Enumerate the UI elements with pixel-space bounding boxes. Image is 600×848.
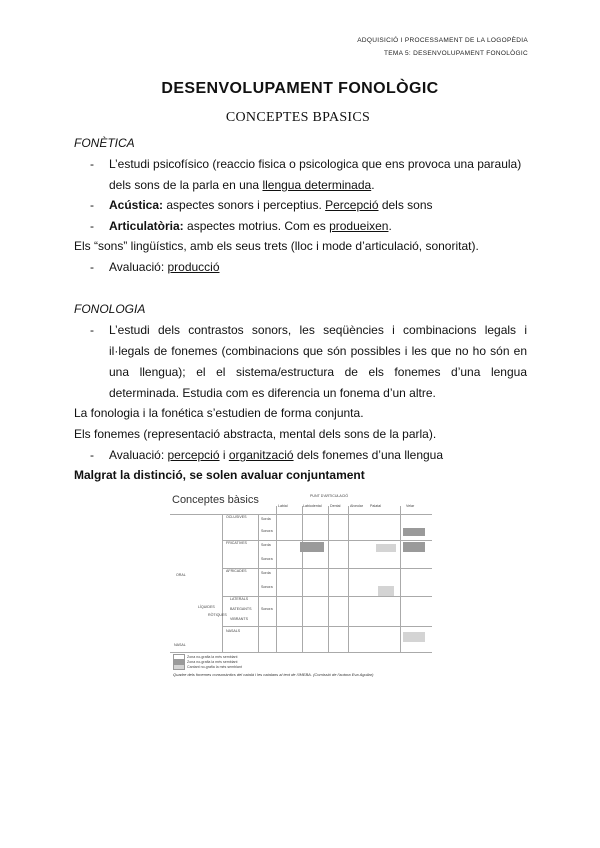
shaded-cell bbox=[378, 586, 394, 596]
row-fricatives: FRICATIVES bbox=[226, 541, 247, 545]
fonologia-item1-line3: una llengua); el el sistema/estructura de els fonemes d’una lengua bbox=[109, 365, 527, 379]
text: dels sons bbox=[378, 198, 433, 212]
grid-line bbox=[328, 506, 329, 652]
col-dental: Dental bbox=[330, 504, 341, 508]
page-subtitle: CONCEPTES BPASICS bbox=[225, 110, 371, 125]
underlined-text: produeixen bbox=[329, 219, 389, 233]
fonetica-item-acustica bbox=[109, 198, 433, 212]
underlined-text: producció bbox=[167, 260, 220, 274]
grid-line bbox=[222, 514, 223, 652]
fonetica-avaluacio bbox=[109, 260, 220, 274]
text: Avaluació: bbox=[109, 448, 168, 462]
col-alveolar: Alveolar bbox=[350, 504, 363, 508]
bullet-dash: - bbox=[90, 448, 94, 462]
fonetica-item1-line1: L’estudi psicofísico (reaccio fisica o psicologica que ens provoca una paraula) bbox=[109, 157, 522, 171]
col-labiodental: Labiodental bbox=[303, 504, 322, 508]
figure-title: Conceptes bàsics bbox=[172, 494, 259, 506]
running-header-course: ADQUISICIÓ I PROCESSAMENT DE LA LOGOPÈDIA bbox=[357, 37, 528, 44]
shaded-cell bbox=[300, 542, 324, 552]
text: i bbox=[219, 448, 229, 462]
voicing-label: Sonora bbox=[261, 585, 273, 589]
col-palatal: Palatal bbox=[370, 504, 381, 508]
header-punt-articulacio: PUNT D’ARTICULACIÓ bbox=[310, 494, 349, 498]
grid-line bbox=[302, 506, 303, 652]
text: Cantant no-grafia la més semblant bbox=[187, 664, 242, 669]
shaded-cell bbox=[403, 528, 425, 536]
bullet-dash: - bbox=[90, 323, 94, 337]
shaded-cell bbox=[403, 632, 425, 642]
underlined-text: Percepció bbox=[325, 198, 379, 212]
fonologia-conjunta-line: La fonologia i la fonética s’estudien de forma conjunta. bbox=[74, 406, 364, 420]
side-label-nasal: NASAL bbox=[174, 643, 186, 647]
bullet-dash: - bbox=[90, 260, 94, 274]
grid-line bbox=[276, 506, 277, 652]
grid-line bbox=[348, 506, 349, 652]
grid-line bbox=[170, 514, 432, 515]
fonologia-item1-line2: il·legals de fonemes (combinacions que són possibles i les que no ho són en bbox=[109, 344, 527, 358]
underlined-text: organització bbox=[228, 448, 294, 462]
row-laterals: LATERALS bbox=[230, 597, 249, 601]
row-bategants: BATEGANTS bbox=[230, 607, 252, 611]
bullet-dash: - bbox=[90, 157, 94, 171]
figure-legend-item bbox=[173, 664, 242, 670]
text: aspectes motrius. Com es bbox=[183, 219, 330, 233]
voicing-label: Sonora bbox=[261, 557, 273, 561]
grid-line bbox=[400, 506, 401, 652]
side-label-liquides: LÍQUIDES bbox=[198, 605, 215, 609]
voicing-label: Sorda bbox=[261, 571, 271, 575]
voicing-label: Sonora bbox=[261, 607, 273, 611]
figure-caption: Quadre dels fonemes consonàntics del català i les catalans al text de l’IMEBA. (Comissió de l’autora Eva Aguilar) bbox=[173, 672, 374, 677]
underlined-text: percepció bbox=[167, 448, 220, 462]
text: dels fonemes d’una llengua bbox=[293, 448, 444, 462]
text: aspectes sonors i perceptius. bbox=[163, 198, 326, 212]
underlined-text: llengua determinada bbox=[262, 178, 372, 192]
voicing-label: Sonora bbox=[261, 529, 273, 533]
shaded-cell bbox=[403, 542, 425, 552]
text: . bbox=[388, 219, 392, 233]
row-nasals: NASALS bbox=[226, 629, 241, 633]
malgrat-line: Malgrat la distinció, se solen avaluar conjuntament bbox=[74, 468, 365, 482]
text: dels sons de la parla en una bbox=[109, 178, 263, 192]
text: . bbox=[371, 178, 375, 192]
term-acustica: Acústica: bbox=[109, 198, 164, 212]
row-oclusives: OCLUSIVES bbox=[226, 515, 247, 519]
grid-line bbox=[170, 652, 432, 653]
col-labial: Labial bbox=[278, 504, 288, 508]
term-articulatoria: Articulatòria: bbox=[109, 219, 184, 233]
col-velar: Velar bbox=[406, 504, 415, 508]
shaded-cell bbox=[376, 544, 396, 552]
side-label-oral: ORAL bbox=[176, 573, 186, 577]
fonetica-item1-line2 bbox=[109, 178, 375, 192]
section-heading-fonetica: FONÈTICA bbox=[74, 136, 135, 150]
fonologia-avaluacio bbox=[109, 448, 443, 462]
row-vibrants: VIBRANTS bbox=[230, 617, 248, 621]
bullet-dash: - bbox=[90, 198, 94, 212]
fonologia-fonemes-line: Els fonemes (representació abstracta, mental dels sons de la parla). bbox=[74, 427, 437, 441]
text: Zona no-grafia la més semblant bbox=[187, 659, 238, 664]
legend-swatch bbox=[173, 664, 185, 670]
section-heading-fonologia: FONOLOGIA bbox=[74, 302, 146, 316]
running-header-topic: TEMA 5: DESENVOLUPAMENT FONOLÒGIC bbox=[383, 50, 528, 57]
consonant-table-figure bbox=[170, 492, 432, 682]
fonetica-sons-line: Els “sons” lingüístics, amb els seus trets (lloc i mode d’articulació, sonoritat). bbox=[74, 239, 479, 253]
voicing-label: Sorda bbox=[261, 517, 271, 521]
bullet-dash: - bbox=[90, 219, 94, 233]
grid-line bbox=[258, 514, 259, 652]
side-label-rotiques: RÒTIQUES bbox=[208, 613, 227, 617]
text: Zona no-grafia la més semblant bbox=[187, 654, 238, 659]
text: Avaluació: bbox=[109, 260, 168, 274]
voicing-label: Sorda bbox=[261, 543, 271, 547]
page-title: DESENVOLUPAMENT FONOLÒGIC bbox=[161, 80, 439, 97]
row-africades: AFRICADES bbox=[226, 569, 247, 573]
fonologia-item1-line1: L’estudi dels contrastos sonors, les seqüències i combinacions legals i bbox=[109, 323, 527, 337]
fonetica-item-articulatoria bbox=[109, 219, 392, 233]
fonologia-item1-line4: determinada. Estudia com es diferencia un fonema d’un altre. bbox=[109, 386, 436, 400]
